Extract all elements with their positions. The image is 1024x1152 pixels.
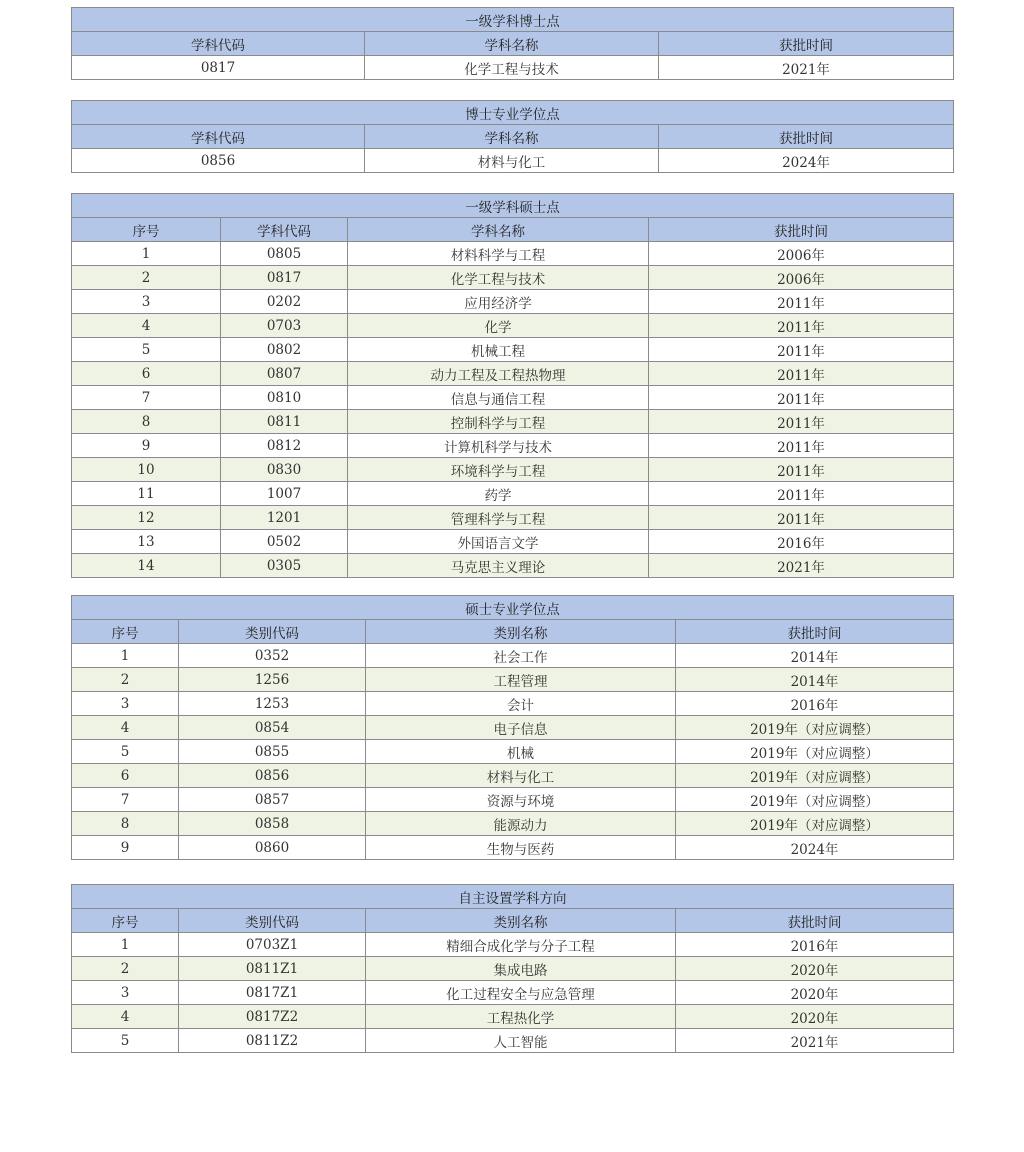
table-cell: 0855 (179, 740, 366, 764)
table-cell: 集成电路 (366, 957, 676, 981)
table-cell: 8 (72, 410, 221, 434)
table-cell: 0856 (72, 149, 365, 173)
table-cell: 12 (72, 506, 221, 530)
table-cell: 2020年 (676, 957, 954, 981)
table-cell: 8 (72, 812, 179, 836)
table-cell: 10 (72, 458, 221, 482)
table-title-row (72, 596, 954, 620)
table-cell: 0703 (221, 314, 348, 338)
table-cell: 2011年 (649, 386, 954, 410)
table-row (72, 242, 954, 266)
table-cell: 14 (72, 554, 221, 578)
table-cell: 0502 (221, 530, 348, 554)
table-row (72, 338, 954, 362)
table-cell: 2011年 (649, 362, 954, 386)
table-header-row (72, 125, 954, 149)
table-cell: 2021年 (649, 554, 954, 578)
table-cell: 9 (72, 836, 179, 860)
table-row (72, 266, 954, 290)
table-cell: 6 (72, 764, 179, 788)
table-cell: 0810 (221, 386, 348, 410)
table-row (72, 957, 954, 981)
master-first-level-disciplines-table (71, 193, 954, 578)
table-cell: 0856 (179, 764, 366, 788)
table-row (72, 692, 954, 716)
column-header: 获批时间 (649, 218, 954, 242)
column-header: 学科名称 (365, 32, 659, 56)
table-cell: 13 (72, 530, 221, 554)
column-header: 序号 (72, 909, 179, 933)
column-header: 类别代码 (179, 620, 366, 644)
table-cell: 0352 (179, 644, 366, 668)
table-cell: 0703Z1 (179, 933, 366, 957)
column-header: 获批时间 (659, 32, 954, 56)
doctoral-first-level-disciplines-table (71, 7, 954, 80)
table-cell: 1201 (221, 506, 348, 530)
table-row (72, 482, 954, 506)
table-cell: 0817Z1 (179, 981, 366, 1005)
table-title-row (72, 8, 954, 32)
table-cell: 生物与医药 (366, 836, 676, 860)
table-header-row (72, 32, 954, 56)
table-cell: 0811 (221, 410, 348, 434)
table-cell: 控制科学与工程 (348, 410, 649, 434)
table-cell: 2006年 (649, 266, 954, 290)
table-header-row (72, 909, 954, 933)
table-cell: 2019年（对应调整） (676, 740, 954, 764)
table-cell: 应用经济学 (348, 290, 649, 314)
table-title: 自主设置学科方向 (72, 885, 954, 909)
table-cell: 5 (72, 338, 221, 362)
table-row (72, 788, 954, 812)
table-cell: 0805 (221, 242, 348, 266)
table-cell: 环境科学与工程 (348, 458, 649, 482)
table-cell: 0817Z2 (179, 1005, 366, 1029)
table-cell: 6 (72, 362, 221, 386)
column-header: 序号 (72, 218, 221, 242)
table-title-row (72, 194, 954, 218)
table-row (72, 149, 954, 173)
table-cell: 1007 (221, 482, 348, 506)
table-cell: 化学工程与技术 (365, 56, 659, 80)
table-cell: 2 (72, 957, 179, 981)
master-professional-degree-table (71, 595, 954, 860)
table-cell: 2 (72, 266, 221, 290)
table-cell: 0860 (179, 836, 366, 860)
table-cell: 1 (72, 242, 221, 266)
table-cell: 2014年 (676, 644, 954, 668)
table-cell: 0305 (221, 554, 348, 578)
table-cell: 外国语言文学 (348, 530, 649, 554)
table-cell: 2011年 (649, 290, 954, 314)
table-cell: 11 (72, 482, 221, 506)
table-cell: 7 (72, 386, 221, 410)
table-cell: 2021年 (676, 1029, 954, 1053)
table-cell: 9 (72, 434, 221, 458)
table-cell: 3 (72, 981, 179, 1005)
table-cell: 3 (72, 290, 221, 314)
table-row (72, 1029, 954, 1053)
table-title: 硕士专业学位点 (72, 596, 954, 620)
table-row (72, 314, 954, 338)
table-cell: 2016年 (676, 933, 954, 957)
table-cell: 2019年（对应调整） (676, 788, 954, 812)
table-cell: 2011年 (649, 314, 954, 338)
table-title: 一级学科博士点 (72, 8, 954, 32)
table-cell: 2016年 (649, 530, 954, 554)
table-row (72, 362, 954, 386)
table-cell: 2024年 (659, 149, 954, 173)
table-cell: 2019年（对应调整） (676, 812, 954, 836)
column-header: 类别名称 (366, 909, 676, 933)
table-cell: 0858 (179, 812, 366, 836)
table-title: 一级学科硕士点 (72, 194, 954, 218)
table-header-row (72, 218, 954, 242)
table-cell: 精细合成化学与分子工程 (366, 933, 676, 957)
column-header: 学科名称 (348, 218, 649, 242)
table-cell: 0817 (72, 56, 365, 80)
table-cell: 信息与通信工程 (348, 386, 649, 410)
table-cell: 1256 (179, 668, 366, 692)
table-row (72, 644, 954, 668)
table-cell: 4 (72, 1005, 179, 1029)
table-row (72, 386, 954, 410)
column-header: 获批时间 (676, 909, 954, 933)
table-row (72, 530, 954, 554)
table-row (72, 836, 954, 860)
table-cell: 工程管理 (366, 668, 676, 692)
table-cell: 2024年 (676, 836, 954, 860)
column-header: 学科代码 (72, 125, 365, 149)
table-cell: 3 (72, 692, 179, 716)
table-row (72, 716, 954, 740)
table-cell: 化工过程安全与应急管理 (366, 981, 676, 1005)
column-header: 类别名称 (366, 620, 676, 644)
table-row (72, 56, 954, 80)
table-cell: 材料与化工 (366, 764, 676, 788)
table-cell: 1 (72, 644, 179, 668)
table-cell: 材料与化工 (365, 149, 659, 173)
table-row (72, 764, 954, 788)
table-cell: 2 (72, 668, 179, 692)
table-cell: 资源与环境 (366, 788, 676, 812)
table-cell: 化学工程与技术 (348, 266, 649, 290)
column-header: 学科代码 (221, 218, 348, 242)
self-established-disciplines-table (71, 884, 954, 1053)
table-row (72, 812, 954, 836)
table-title-row (72, 885, 954, 909)
table-cell: 5 (72, 1029, 179, 1053)
table-cell: 工程热化学 (366, 1005, 676, 1029)
table-cell: 1 (72, 933, 179, 957)
table-cell: 马克思主义理论 (348, 554, 649, 578)
table-row (72, 1005, 954, 1029)
table-cell: 人工智能 (366, 1029, 676, 1053)
table-row (72, 668, 954, 692)
table-cell: 2020年 (676, 1005, 954, 1029)
table-title-row (72, 101, 954, 125)
table-row (72, 434, 954, 458)
table-cell: 5 (72, 740, 179, 764)
table-cell: 1253 (179, 692, 366, 716)
table-cell: 2011年 (649, 458, 954, 482)
table-cell: 0857 (179, 788, 366, 812)
table-title: 博士专业学位点 (72, 101, 954, 125)
table-cell: 0802 (221, 338, 348, 362)
table-cell: 2016年 (676, 692, 954, 716)
table-cell: 管理科学与工程 (348, 506, 649, 530)
table-cell: 药学 (348, 482, 649, 506)
table-cell: 4 (72, 716, 179, 740)
table-cell: 4 (72, 314, 221, 338)
table-row (72, 290, 954, 314)
table-cell: 0812 (221, 434, 348, 458)
table-cell: 0202 (221, 290, 348, 314)
table-cell: 会计 (366, 692, 676, 716)
table-cell: 2011年 (649, 506, 954, 530)
table-cell: 0807 (221, 362, 348, 386)
table-cell: 电子信息 (366, 716, 676, 740)
table-cell: 2011年 (649, 482, 954, 506)
column-header: 类别代码 (179, 909, 366, 933)
table-row (72, 506, 954, 530)
table-cell: 2019年（对应调整） (676, 764, 954, 788)
column-header: 学科名称 (365, 125, 659, 149)
table-cell: 0817 (221, 266, 348, 290)
table-cell: 化学 (348, 314, 649, 338)
table-cell: 机械工程 (348, 338, 649, 362)
table-cell: 社会工作 (366, 644, 676, 668)
table-cell: 2011年 (649, 434, 954, 458)
table-cell: 2020年 (676, 981, 954, 1005)
table-cell: 动力工程及工程热物理 (348, 362, 649, 386)
table-cell: 2006年 (649, 242, 954, 266)
table-row (72, 981, 954, 1005)
table-row (72, 410, 954, 434)
table-row (72, 740, 954, 764)
table-cell: 2021年 (659, 56, 954, 80)
table-cell: 0811Z2 (179, 1029, 366, 1053)
column-header: 获批时间 (676, 620, 954, 644)
table-cell: 0830 (221, 458, 348, 482)
table-cell: 2011年 (649, 338, 954, 362)
table-header-row (72, 620, 954, 644)
table-cell: 0854 (179, 716, 366, 740)
table-row (72, 458, 954, 482)
table-cell: 计算机科学与技术 (348, 434, 649, 458)
table-cell: 机械 (366, 740, 676, 764)
table-cell: 7 (72, 788, 179, 812)
table-cell: 材料科学与工程 (348, 242, 649, 266)
table-row (72, 554, 954, 578)
table-cell: 0811Z1 (179, 957, 366, 981)
column-header: 序号 (72, 620, 179, 644)
table-row (72, 933, 954, 957)
table-cell: 能源动力 (366, 812, 676, 836)
doctoral-professional-degree-table (71, 100, 954, 173)
table-cell: 2011年 (649, 410, 954, 434)
column-header: 学科代码 (72, 32, 365, 56)
column-header: 获批时间 (659, 125, 954, 149)
table-cell: 2014年 (676, 668, 954, 692)
table-cell: 2019年（对应调整） (676, 716, 954, 740)
